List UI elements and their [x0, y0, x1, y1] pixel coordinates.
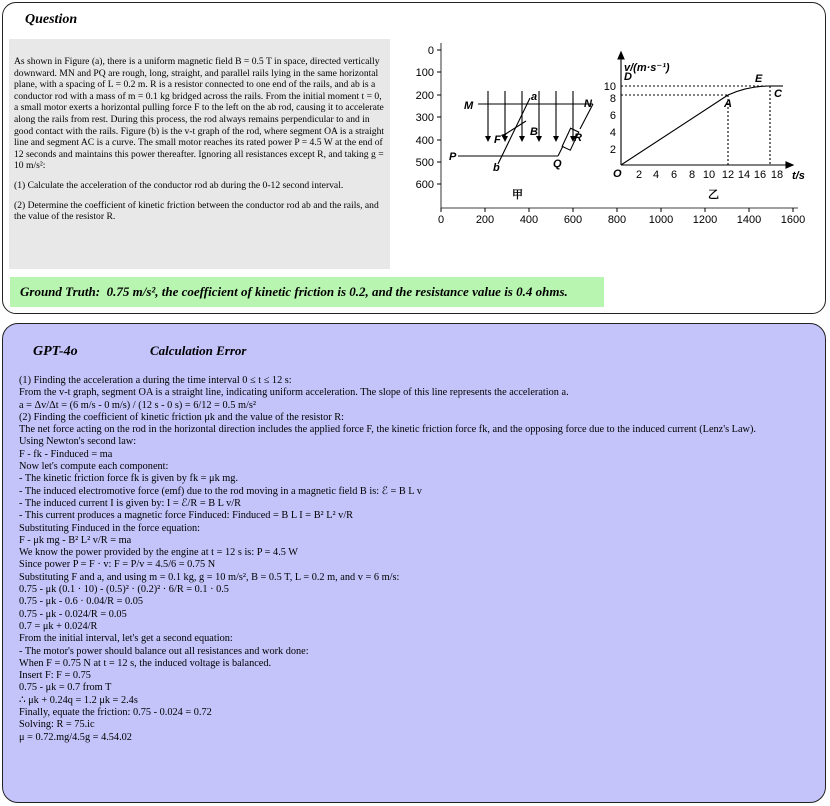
svg-text:4: 4	[652, 169, 660, 181]
answer-line: - The kinetic friction force fk is given by fk = μk mg.	[19, 473, 239, 485]
answer-line: 0.75 - μk = 0.7 from T	[19, 682, 112, 694]
svg-text:乙: 乙	[708, 189, 719, 201]
svg-text:1400: 1400	[736, 214, 762, 226]
svg-text:8: 8	[609, 93, 616, 105]
question-paragraph: As shown in Figure (a), there is a uniform magnetic field B = 0.5 T in space, directed vertically downward. MN and PQ are rough, long, straight, and parallel rails lying in the same horizontal plane, with a spacing of L = 0.2 m. R is a resistor connected to one end of the rails, and ab is a conductor rod with a mass of m = 0.1 kg bridged across the rails. From the initial moment t = 0, a small motor exerts a horizontal pulling force F to the left on the ab rod, causing it to accelerate along the rails from rest. During this process, the rod always remains perpendicular to and in good contact with the rails. Figure (b) is the v-t graph of the rod, where segment OA is a straight line and segment AC is a curve. The small motor reaches its rated power P = 4.5 W at the end of 12 seconds and maintains this power thereafter. Ignoring all resistances except R, and taking g = 10 m/s²:	[14, 56, 385, 172]
svg-text:10: 10	[603, 81, 616, 93]
svg-text:500: 500	[415, 157, 434, 169]
svg-text:2: 2	[609, 144, 616, 156]
svg-text:E: E	[755, 73, 763, 85]
svg-text:600: 600	[415, 179, 434, 191]
ground-truth-separator: :	[95, 284, 101, 299]
circuit-labels	[449, 91, 593, 201]
figure-x-ticks	[438, 208, 805, 226]
svg-text:A: A	[724, 98, 732, 110]
answer-line: When F = 0.75 N at t = 12 s, the induced voltage is balanced.	[19, 657, 272, 669]
answer-line: F - fk - Finduced = ma	[19, 448, 113, 460]
svg-text:b: b	[493, 162, 500, 174]
svg-text:D: D	[624, 71, 632, 83]
svg-text:甲: 甲	[512, 189, 523, 201]
svg-text:1600: 1600	[780, 214, 806, 226]
answer-line: We know the power provided by the engine at t = 12 s is: P = 4.5 W	[19, 547, 299, 559]
answer-line: (1) Finding the acceleration a during the time interval 0 ≤ t ≤ 12 s:	[19, 375, 292, 386]
answer-line: - The induced electromotive force (emf) due to the rod moving in a magnetic field B is: ℰ = B L v	[19, 485, 422, 497]
svg-text:C: C	[774, 88, 782, 100]
ground-truth	[10, 277, 604, 307]
answer-line: - The motor's power should balance out all resistances and work done:	[19, 645, 309, 657]
answer-line: From the initial interval, let's get a second equation:	[19, 633, 233, 645]
question-text	[9, 39, 390, 269]
question-panel	[2, 2, 826, 314]
ground-truth-text: 0.75 m/s², the coefficient of kinetic friction is 0.2, and the resistance value is 0.4 ohms.	[106, 284, 568, 299]
svg-text:16: 16	[753, 169, 767, 181]
answer-line: ∴ μk + 0.24q = 1.2 μk = 2.4s	[19, 694, 138, 706]
svg-text:P: P	[449, 151, 457, 163]
svg-text:N: N	[584, 98, 592, 110]
answer-line: Using Newton's second law:	[19, 436, 137, 448]
svg-text:400: 400	[415, 135, 434, 147]
svg-text:M: M	[464, 100, 474, 112]
answer-line: The net force acting on the rod in the horizontal direction includes the applied force F, the kinetic friction force fk, and the opposing force due to the induced current (Lenz's Law).	[19, 424, 756, 436]
figure-y-ticks	[416, 45, 441, 191]
svg-text:600: 600	[563, 214, 583, 226]
svg-text:t/s: t/s	[792, 170, 805, 182]
answer-body	[19, 375, 814, 744]
svg-text:8: 8	[688, 169, 696, 181]
answer-line: Solving: R = 75.ic	[19, 719, 95, 731]
answer-line: Substituting F and a, and using m = 0.1 kg, g = 10 m/s², B = 0.5 T, L = 0.2 m, and v = 6 m/s:	[19, 571, 400, 583]
svg-text:18: 18	[770, 169, 784, 181]
answer-line: (2) Finding the coefficient of kinetic friction μk and the value of the resistor R:	[19, 411, 345, 423]
answer-line: 0.75 - μk - 0.6 · 0.04/R = 0.05	[19, 596, 144, 608]
answer-line: - This current produces a magnetic force Finduced: Finduced = B L I = B² L² v/R	[19, 510, 354, 522]
svg-text:14: 14	[737, 169, 751, 181]
answer-line: 0.75 - μk (0.1 · 10) - (0.5)² · (0.2)² · 6/R = 0.1 · 0.5	[19, 584, 229, 596]
model-name: GPT-4o	[33, 344, 78, 359]
svg-text:0: 0	[427, 45, 434, 57]
svg-text:1200: 1200	[692, 214, 718, 226]
svg-text:12: 12	[721, 169, 735, 181]
answer-panel	[2, 323, 826, 803]
answer-line: - The induced current I is given by: I = ℰ/R = B L v/R	[19, 497, 242, 509]
svg-text:6: 6	[609, 110, 616, 122]
answer-line: From the v-t graph, segment OA is a straight line, indicating uniform acceleration. The slope of this line represents the acceleration a.	[19, 387, 569, 399]
answer-line: Substituting Finduced in the force equation:	[19, 522, 201, 534]
svg-text:a: a	[531, 91, 538, 103]
answer-line: F - μk mg - B² L² v/R = ma	[19, 534, 132, 546]
answer-line: a = Δv/Δt = (6 m/s - 0 m/s) / (12 s - 0 s) = 6/12 = 0.5 m/s²	[19, 399, 256, 411]
svg-text:R: R	[574, 132, 582, 144]
ground-truth-label: Ground Truth	[20, 284, 96, 299]
question-paragraph: (1) Calculate the acceleration of the conductor rod ab during the 0-12 second interval.	[14, 179, 344, 191]
question-figure	[408, 43, 806, 233]
svg-text:O: O	[613, 168, 622, 180]
vt-x-ticks	[636, 169, 783, 181]
svg-text:100: 100	[415, 67, 434, 79]
answer-line: 0.7 = μk + 0.024/R	[19, 620, 98, 632]
svg-text:1000: 1000	[648, 214, 674, 226]
svg-text:10: 10	[702, 169, 716, 181]
vt-y-ticks	[604, 81, 616, 156]
answer-line: 0.75 - μk - 0.024/R = 0.05	[19, 608, 127, 620]
svg-text:0: 0	[437, 214, 445, 226]
answer-line: Since power P = F · v: F = P/v = 4.5/6 = 0.75 N	[19, 559, 216, 571]
answer-line: Insert F: F = 0.75	[19, 670, 91, 682]
svg-text:2: 2	[635, 169, 643, 181]
answer-line: Now let's compute each component:	[19, 461, 169, 473]
svg-text:B: B	[530, 126, 538, 138]
svg-text:200: 200	[415, 90, 434, 102]
svg-text:F: F	[494, 134, 501, 146]
answer-line: Finally, equate the friction: 0.75 - 0.024 = 0.72	[19, 707, 212, 719]
error-type: Calculation Error	[150, 343, 247, 358]
svg-text:Q: Q	[553, 158, 562, 170]
question-paragraph: (2) Determine the coefficient of kinetic friction between the conductor rod ab and the rails, and the value of the resistor R.	[14, 199, 379, 223]
svg-text:v/(m·s⁻¹): v/(m·s⁻¹)	[624, 62, 670, 74]
svg-text:400: 400	[519, 214, 539, 226]
question-title: Question	[25, 12, 78, 27]
circuit-diagram	[458, 91, 593, 164]
svg-text:200: 200	[475, 214, 495, 226]
svg-text:6: 6	[670, 169, 678, 181]
svg-text:300: 300	[415, 112, 434, 124]
svg-text:4: 4	[609, 127, 616, 139]
svg-text:800: 800	[607, 214, 627, 226]
answer-line: μ = 0.72.mg/4.5g = 4.54.02	[19, 731, 132, 743]
